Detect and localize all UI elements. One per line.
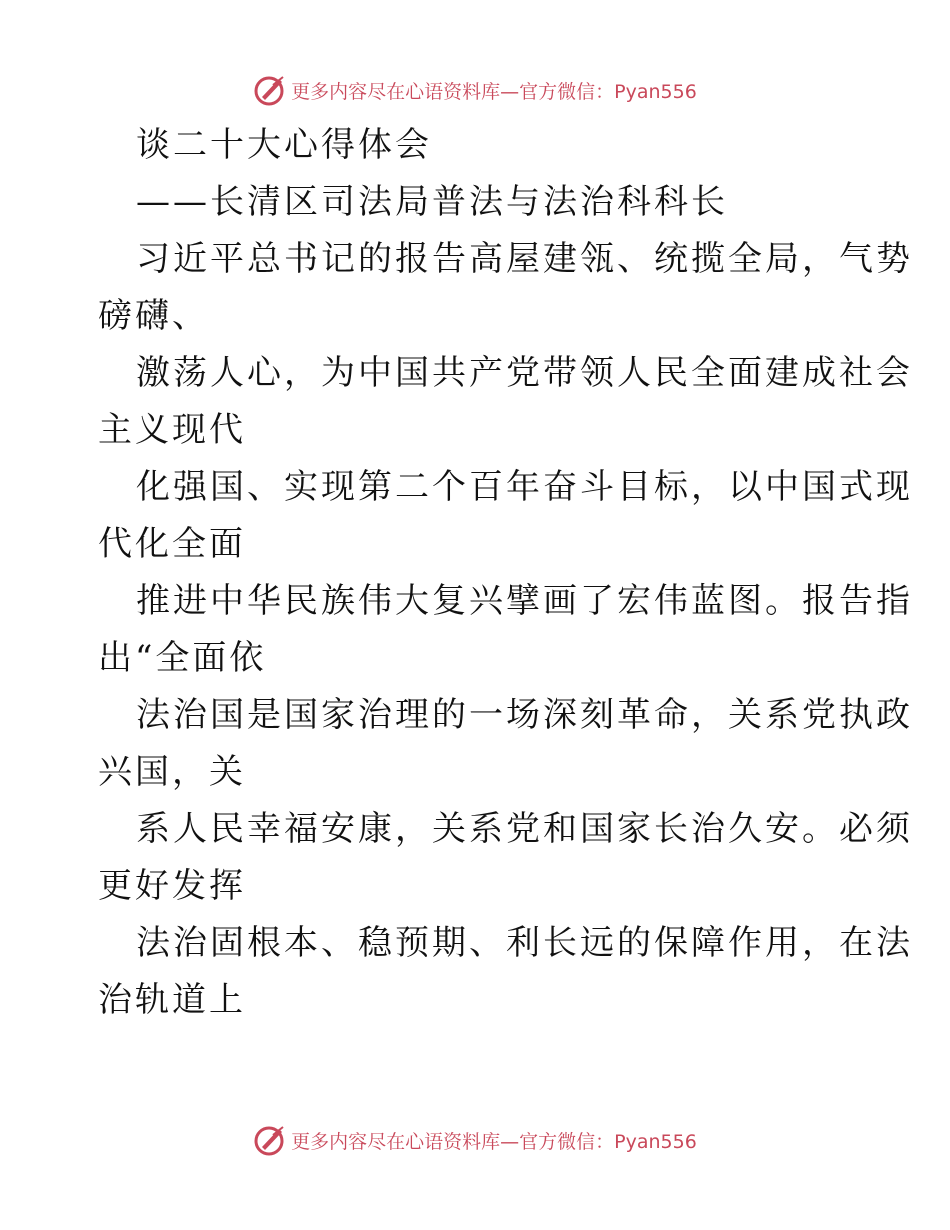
body-line: 磅礴、 — [98, 296, 209, 336]
footer-banner — [0, 1120, 950, 1160]
body-line: 化强国、实现第二个百年奋斗目标，以中国式现 — [136, 467, 913, 507]
quill-logo-icon — [253, 73, 287, 107]
body-line: 出“全面依 — [98, 638, 267, 678]
quill-logo-icon — [253, 1123, 287, 1157]
body-line: 习近平总书记的报告高屋建瓴、统揽全局，气势 — [136, 239, 913, 279]
banner-text: 更多内容尽在心语资料库—官方微信：Pyan556 — [291, 80, 697, 103]
body-line: 法治国是国家治理的一场深刻革命，关系党执政 — [136, 695, 913, 735]
document-body — [98, 117, 913, 1029]
body-line: 治轨道上 — [98, 980, 246, 1020]
document-author: ——长清区司法局普法与法治科科长 — [136, 182, 728, 222]
body-line: 推进中华民族伟大复兴擘画了宏伟蓝图。报告指 — [136, 581, 913, 621]
body-line: 系人民幸福安康，关系党和国家长治久安。必须 — [136, 809, 913, 849]
body-line: 法治固根本、稳预期、利长远的保障作用，在法 — [136, 923, 913, 963]
body-line: 更好发挥 — [98, 866, 246, 906]
header-banner — [0, 70, 950, 110]
body-line: 代化全面 — [98, 524, 246, 564]
banner-text: 更多内容尽在心语资料库—官方微信：Pyan556 — [291, 1130, 697, 1153]
body-line: 主义现代 — [98, 410, 246, 450]
body-line: 兴国，关 — [98, 752, 246, 792]
document-title: 谈二十大心得体会 — [136, 125, 432, 165]
body-line: 激荡人心，为中国共产党带领人民全面建成社会 — [136, 353, 913, 393]
